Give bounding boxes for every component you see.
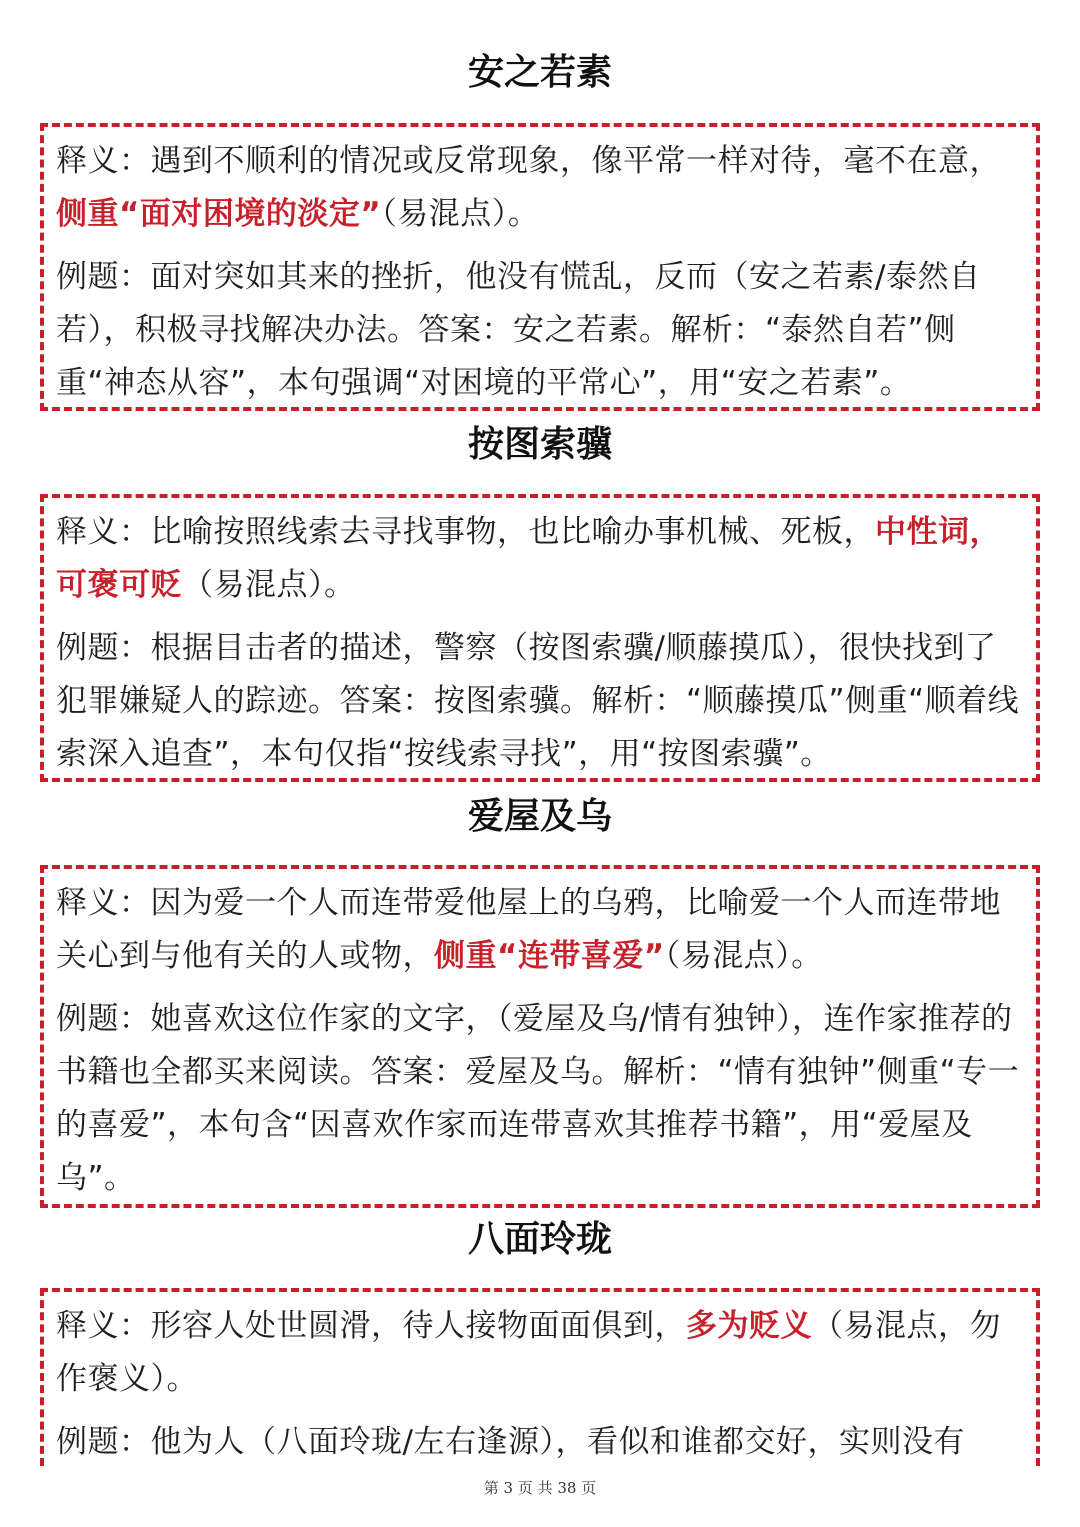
idiom-title: 安之若素 (467, 52, 612, 93)
page-number-footer: 第 3 页 共 38 页 (483, 1479, 597, 1497)
definition-highlight: 侧重“连带喜爱” (434, 938, 665, 974)
example-text: 例题：根据目击者的描述，警察（按图索骥/顺藤摸瓜），很快找到了犯罪嫌疑人的踪迹。答案：按图索骥。解析：“顺藤摸瓜”侧重“顺着线索深入追查”，本句仅指“按线索寻找”，用“按图索骥”。 (56, 630, 1020, 772)
example-text: 例题：他为人（八面玲珑/左右逢源），看似和谁都交好，实则没有 (56, 1424, 965, 1460)
definition-highlight: 中性词，可褒可贬 (56, 514, 1001, 603)
idiom-card (40, 1288, 1040, 1466)
definition-highlight: 侧重“面对困境的淡定” (56, 196, 382, 232)
idiom-card (40, 494, 1040, 782)
definition-text: 释义：遇到不顺利的情况或反常现象，像平常一样对待，毫不在意，侧重“面对困境的淡定”（易混点）。 (56, 143, 1001, 232)
idiom-card (40, 123, 1040, 411)
definition-text: 释义：形容人处世圆滑，待人接物面面俱到，多为贬义（易混点，勿作褒义）。 (56, 1308, 1001, 1397)
definition-highlight: 多为贬义 (686, 1308, 812, 1344)
idiom-title: 八面玲珑 (467, 1219, 612, 1260)
definition-text: 释义：因为爱一个人而连带爱他屋上的乌鸦，比喻爱一个人而连带地关心到与他有关的人或物，侧重“连带喜爱”（易混点）。 (56, 885, 1001, 974)
idiom-card (40, 865, 1040, 1208)
definition-text: 释义：比喻按照线索去寻找事物，也比喻办事机械、死板，中性词，可褒可贬（易混点）。 (56, 514, 1001, 603)
example-text: 例题：面对突如其来的挫折，他没有慌乱，反而（安之若素/泰然自若），积极寻找解决办法。答案：安之若素。解析：“泰然自若”侧重“神态从容”，本句强调“对困境的平常心”，用“安之若素”。 (56, 259, 981, 401)
idiom-title: 按图索骥 (467, 424, 612, 465)
idiom-title: 爱屋及乌 (467, 796, 612, 837)
example-text: 例题：她喜欢这位作家的文字，（爱屋及乌/情有独钟），连作家推荐的书籍也全都买来阅读。答案：爱屋及乌。解析：“情有独钟”侧重“专一的喜爱”，本句含“因喜欢作家而连带喜欢其推荐书籍”，用“爱屋及乌”。 (56, 1001, 1020, 1196)
